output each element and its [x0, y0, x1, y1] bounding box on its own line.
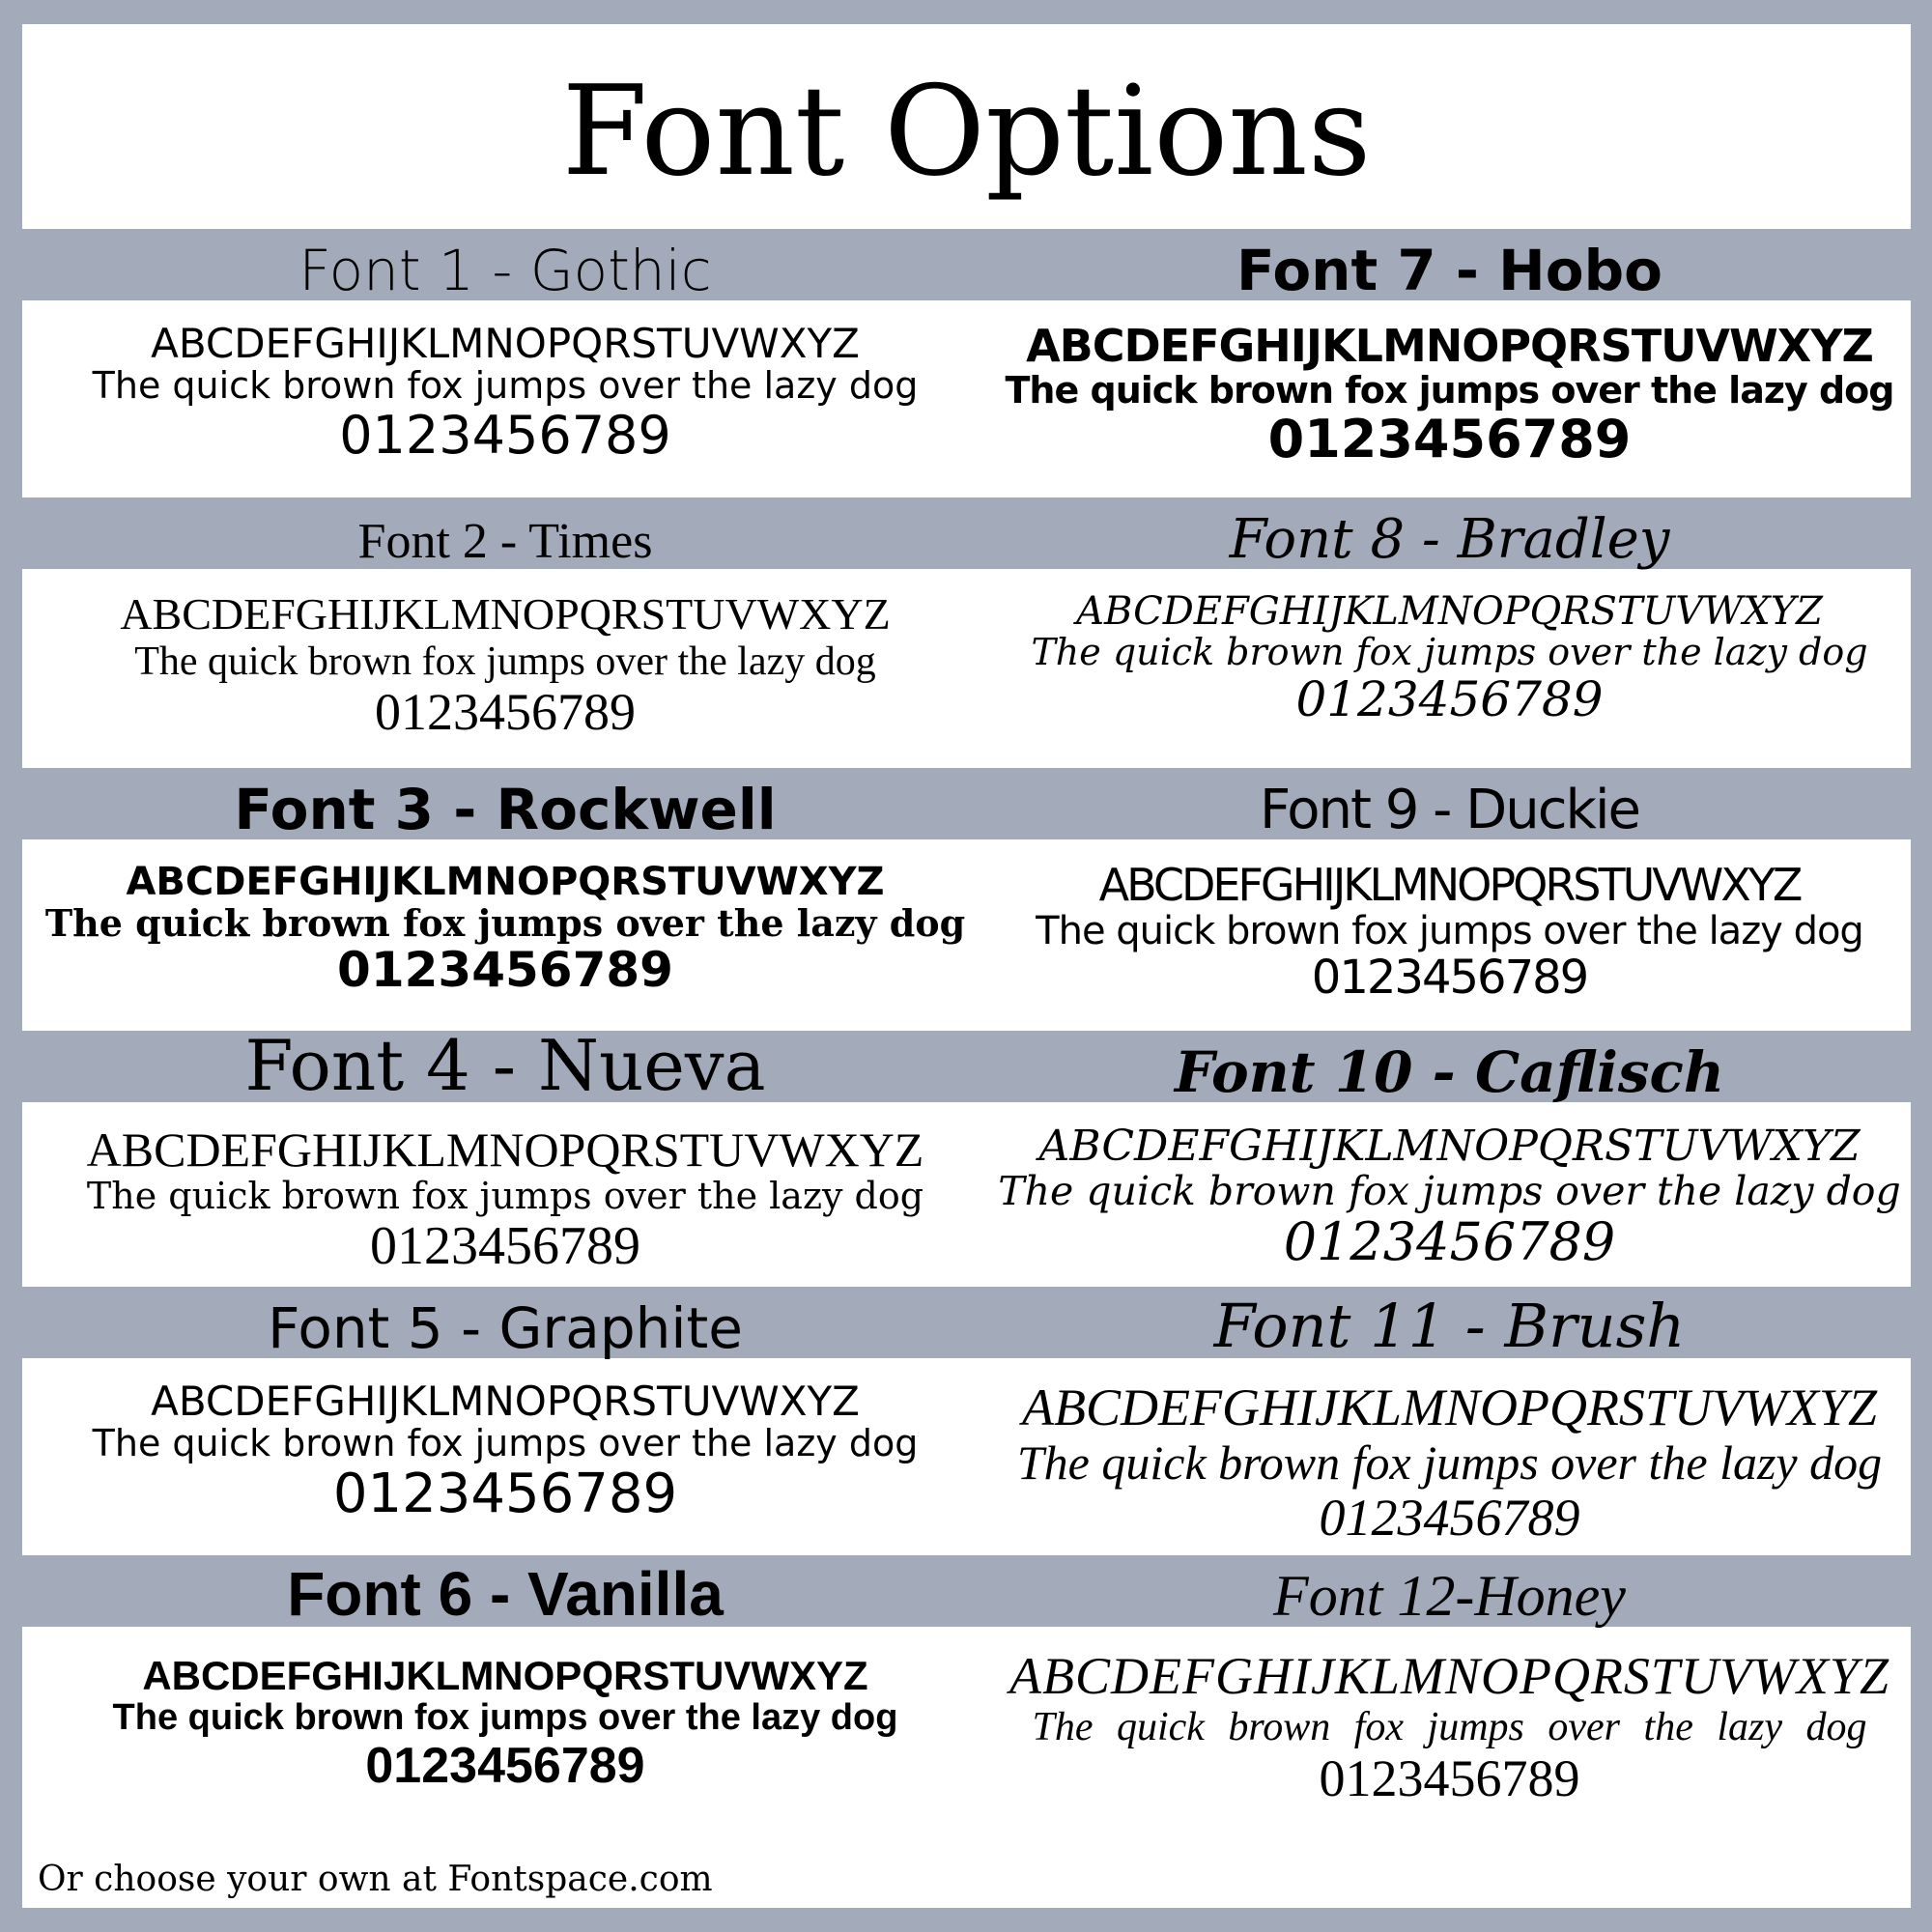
digits-sample: 0123456789 — [1267, 409, 1632, 470]
font-name: Font 2 - Times — [357, 514, 653, 569]
pangram-sample: The quick brown fox jumps over the lazy dog — [1031, 631, 1868, 673]
pangram-sample: The quick brown fox jumps over the lazy dog — [92, 1422, 919, 1465]
digits-sample: 0123456789 — [369, 1215, 640, 1276]
alphabet-sample: ABCDEFGHIJKLMNOPQRSTUVWXYZ — [1026, 320, 1873, 372]
font-name: Font 6 - Vanilla — [287, 1559, 724, 1629]
font-sample-10 — [988, 1031, 1911, 1271]
pangram-sample: The quick brown fox jumps over the lazy dog — [1016, 1435, 1883, 1491]
font-sample-1 — [22, 229, 988, 464]
alphabet-sample: ABCDEFGHIJKLMNOPQRSTUVWXYZ — [1022, 1378, 1877, 1436]
digits-sample: 0123456789 — [1311, 950, 1588, 1005]
font-sample-11 — [988, 1287, 1911, 1548]
font-sample-6 — [22, 1555, 988, 1794]
pangram-sample: The quick brown fox jumps over the lazy dog — [998, 1168, 1901, 1215]
font-name: Font 3 - Rockwell — [234, 777, 777, 842]
font-sample-4 — [22, 1025, 988, 1276]
font-sample-5 — [22, 1287, 988, 1524]
font-name: Font 10 - Caflisch — [1174, 1039, 1725, 1105]
alphabet-sample: ABCDEFGHIJKLMNOPQRSTUVWXYZ — [142, 1653, 868, 1698]
font-sample-8 — [988, 497, 1911, 726]
font-name: Font 5 - Graphite — [268, 1295, 743, 1361]
font-name: Font 12-Honey — [1273, 1564, 1626, 1628]
font-name: Font 1 - Gothic — [298, 238, 712, 303]
alphabet-sample: ABCDEFGHIJKLMNOPQRSTUVWXYZ — [1038, 1122, 1861, 1171]
alphabet-sample: ABCDEFGHIJKLMNOPQRSTUVWXYZ — [86, 1122, 924, 1177]
pangram-sample: The quick brown fox jumps over the lazy dog — [86, 1175, 924, 1217]
alphabet-sample: ABCDEFGHIJKLMNOPQRSTUVWXYZ — [1009, 1647, 1889, 1705]
font-sample-9 — [988, 768, 1911, 1003]
digits-sample: 0123456789 — [375, 682, 636, 741]
font-name: Font 7 - Hobo — [1236, 238, 1662, 303]
digits-sample: 0123456789 — [337, 941, 673, 998]
digits-sample: 0123456789 — [339, 404, 671, 466]
page-title: Font Options — [561, 59, 1372, 204]
alphabet-sample: ABCDEFGHIJKLMNOPQRSTUVWXYZ — [126, 860, 885, 904]
pangram-sample: The quick brown fox jumps over the lazy dog — [44, 901, 966, 945]
digits-sample: 0123456789 — [1283, 1211, 1616, 1273]
alphabet-sample: ABCDEFGHIJKLMNOPQRSTUVWXYZ — [1076, 589, 1823, 634]
pangram-sample: The quick brown fox jumps over the lazy dog — [92, 364, 919, 408]
font-name: Font 9 - Duckie — [1259, 779, 1639, 841]
font-sample-12 — [988, 1555, 1911, 1807]
pangram-sample: The quick brown fox jumps over the lazy dog — [1036, 908, 1863, 953]
alphabet-sample: ABCDEFGHIJKLMNOPQRSTUVWXYZ — [120, 589, 891, 639]
font-sample-2 — [22, 497, 988, 741]
digits-sample: 0123456789 — [1295, 670, 1604, 727]
font-sample-3 — [22, 768, 988, 997]
digits-sample: 0123456789 — [1319, 1748, 1580, 1807]
alphabet-sample: ABCDEFGHIJKLMNOPQRSTUVWXYZ — [151, 320, 860, 367]
pangram-sample: The quick brown fox jumps over the lazy dog — [134, 639, 876, 684]
alphabet-sample: ABCDEFGHIJKLMNOPQRSTUVWXYZ — [1098, 859, 1801, 911]
digits-sample: 0123456789 — [332, 1462, 678, 1525]
pangram-sample: The quick brown fox jumps over the lazy dog — [1032, 1705, 1867, 1750]
font-options-sheet — [22, 24, 1911, 1908]
alphabet-sample: ABCDEFGHIJKLMNOPQRSTUVWXYZ — [151, 1378, 860, 1425]
font-name: Font 4 - Nueva — [244, 1025, 766, 1106]
font-sample-7 — [988, 229, 1911, 469]
pangram-sample: The quick brown fox jumps over the lazy dog — [1005, 368, 1894, 412]
footer-note: Or choose your own at Fontspace.com — [38, 1860, 713, 1899]
font-name: Font 11 - Brush — [1213, 1291, 1686, 1361]
pangram-sample: The quick brown fox jumps over the lazy dog — [112, 1697, 898, 1739]
digits-sample: 0123456789 — [365, 1737, 645, 1794]
font-name: Font 8 - Bradley — [1229, 508, 1670, 571]
digits-sample: 0123456789 — [1319, 1489, 1580, 1548]
